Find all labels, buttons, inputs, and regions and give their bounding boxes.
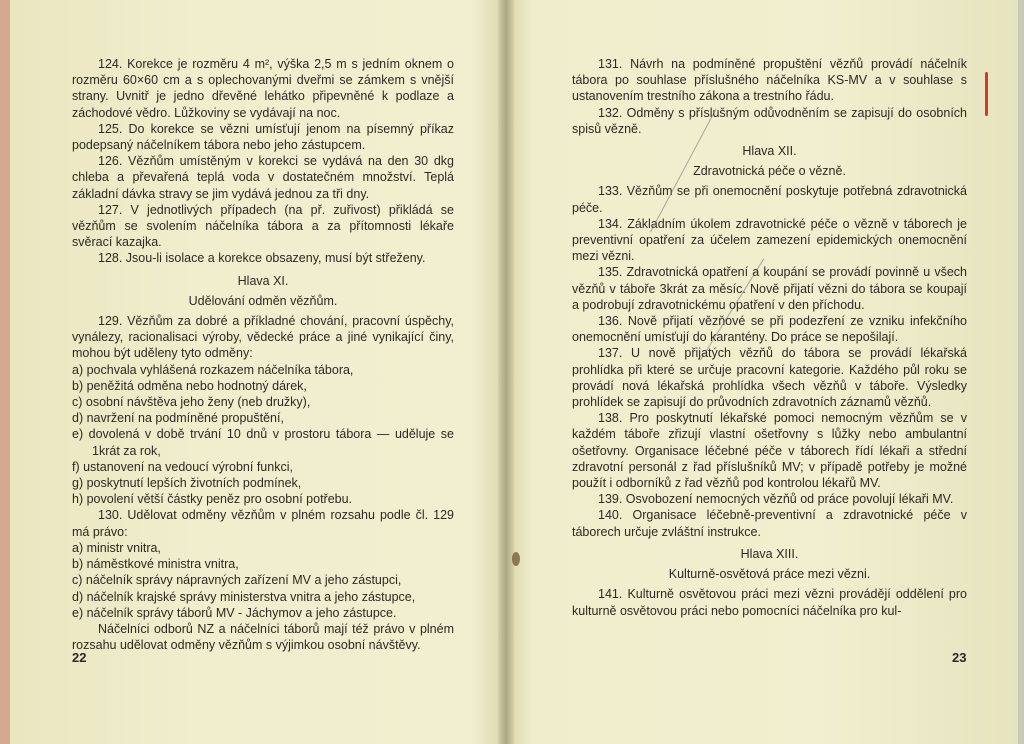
chapter-heading: Hlava XIII. — [740, 546, 799, 561]
list-item: d) náčelník krajské správy ministerstva vnitra a jeho zástupce, — [72, 589, 416, 604]
chapter-title: Udělování odměn vězňům. — [188, 293, 338, 308]
page-number-left: 22 — [72, 650, 87, 665]
paragraph-133: 133. Vězňům se při onemocnění poskytuje potřebná zdravotnická péče. — [572, 184, 967, 215]
page-number-right: 23 — [952, 650, 967, 665]
paragraph-136: 136. Nově přijatí vězňové se při podezření ze vzniku infekčního onemocnění umísťují do karantény. Do práce se nepošilají. — [572, 314, 967, 345]
paragraph-128: 128. Jsou-li isolace a korekce obsazeny, musí být střeženy. — [98, 251, 426, 266]
list-item: d) navržení na podmíněné propuštění, — [72, 411, 284, 426]
chapter-heading: Hlava XI. — [237, 273, 289, 288]
left-page — [72, 56, 454, 653]
list-item: h) povolení větší částky peněz pro osobní potřebu. — [72, 492, 353, 507]
list-item: c) náčelník správy nápravných zařízení MV a jeho zástupci, — [72, 573, 402, 588]
paragraph-130: 130. Udělovat odměny vězňům v plném rozsahu podle čl. 129 má právo: — [72, 508, 454, 539]
paragraph-126: 126. Vězňům umístěným v korekci se vydává na den 30 dkg chleba a převařená teplá voda v dostatečném množství. Teplá základní dávka stravy se jim vydává jednou za tři dny. — [72, 154, 454, 201]
list-item: c) osobní návštěva jeho ženy (neb družky), — [72, 395, 311, 410]
paragraph-141: 141. Kulturně osvětovou práci mezi vězni provádějí oddělení pro kulturně osvětovou práci nebo pomocníci náčelníka pro kul- — [572, 587, 967, 618]
list-item: b) náměstkové ministra vnitra, — [72, 557, 239, 572]
paragraph-124: 124. Korekce je rozměru 4 m², výška 2,5 m s jedním oknem o rozměru 60×60 cm a s oplechovanými dveřmi se zámkem s vnější strany. Uvnitř je jedno dřevěné lehátko připevněné k podlaze a záchodové vědro. Lůžkoviny se vydávají na noc. — [72, 57, 454, 120]
list-item: g) poskytnutí lepších životních podmínek, — [72, 476, 302, 491]
paragraph-129: 129. Vězňům za dobré a příkladné chování, pracovní úspěchy, vynálezy, racionalisaci výroby, vědecké práce a jiné vynikající činy, mohou být uděleny tyto odměny: — [72, 314, 454, 361]
paragraph-131: 131. Návrh na podmíněné propuštění vězňů provádí náčelník tábora po souhlase příslušného náčelníka KS-MV a v souhlase s ustanovením trestního zákona a trestního řádu. — [572, 57, 967, 104]
paragraph-140: 140. Organisace léčebně-preventivní a zdravotnické péče v táborech určuje zvláštní instrukce. — [572, 508, 967, 539]
list-item: f) ustanovení na vedoucí výrobní funkci, — [72, 459, 293, 474]
paragraph-137: 137. U nově přijatých vězňů do tábora se provádí lékařská prohlídka při které se určuje pracovní kategorie. Každého půl roku se provádí nová lékařská prohlídka všech vězňů v táboře. Výsledky prohlídek se zapisují do průvodních zdravotních záznamů vězňů. — [572, 346, 967, 410]
chapter-title: Kulturně-osvětová práce mezi vězni. — [668, 567, 871, 582]
chapter-title: Zdravotnická péče o vězně. — [693, 164, 846, 179]
red-margin-mark — [985, 72, 988, 116]
chapter-heading: Hlava XII. — [742, 144, 797, 159]
paragraph-139: 139. Osvobození nemocných vězňů od práce povolují lékaři MV. — [598, 492, 954, 507]
page-edge — [1018, 0, 1024, 744]
list-item: a) ministr vnitra, — [72, 540, 161, 555]
list-item: a) pochvala vyhlášená rozkazem náčelníka tábora, — [72, 362, 354, 377]
list-item: b) peněžitá odměna nebo hodnotný dárek, — [72, 378, 307, 393]
list-item: e) náčelník správy táborů MV - Jáchymov a jeho zástupce. — [72, 605, 397, 620]
paragraph-134: 134. Základním úkolem zdravotnické péče o vězně v táborech je preventivní opatření za účelem zamezení epidemických onemocnění mezi vězni. — [572, 216, 967, 264]
paragraph-130-end: Náčelníci odborů NZ a náčelníci táborů mají též právo v plném rozsahu udělovat odměny vězňům s výjimkou osobní návštěvy. — [72, 621, 454, 653]
list-item: e) dovolená v době trvání 10 dnů v prostoru tábora — uděluje se 1krát za rok, — [72, 427, 454, 458]
right-page — [572, 56, 967, 619]
book-cover-edge — [0, 0, 10, 744]
paragraph-125: 125. Do korekce se vězni umísťují jenom na písemný příkaz podepsaný náčelníkem tábora nebo jeho zástupcem. — [72, 121, 454, 153]
paragraph-138: 138. Pro poskytnutí lékařské pomoci nemocným vězňům se v každém táboře zřizují vlastní ošetřovny s lůžky nebo ambulantní ošetřovny. Organisace léčebné péče v táborech řídí lékaři a střední zdravotní personál z řad příslušníků MV; v případě potřeby je možné použít i odborníků z řad vězňů pod kontrolou lékařů MV. — [572, 411, 967, 491]
binding-hole — [512, 552, 520, 566]
book-gutter — [498, 0, 514, 744]
paragraph-132: 132. Odměny s příslušným odůvodněním se zapisují do osobních spisů vězně. — [572, 105, 967, 136]
paragraph-135: 135. Zdravotnická opatření a koupání se provádí povinně u všech vězňů v táboře 3krát za měsíc. Nově přijatí vězni do tábora se koupají a podrobují zdravotnickému opatření v den příchodu. — [572, 265, 967, 312]
paragraph-127: 127. V jednotlivých případech (na př. zuřivost) přikládá se vězňům se svolením náčelníka tábora a za přítomnosti lékaře svěrací kazajka. — [72, 202, 454, 250]
